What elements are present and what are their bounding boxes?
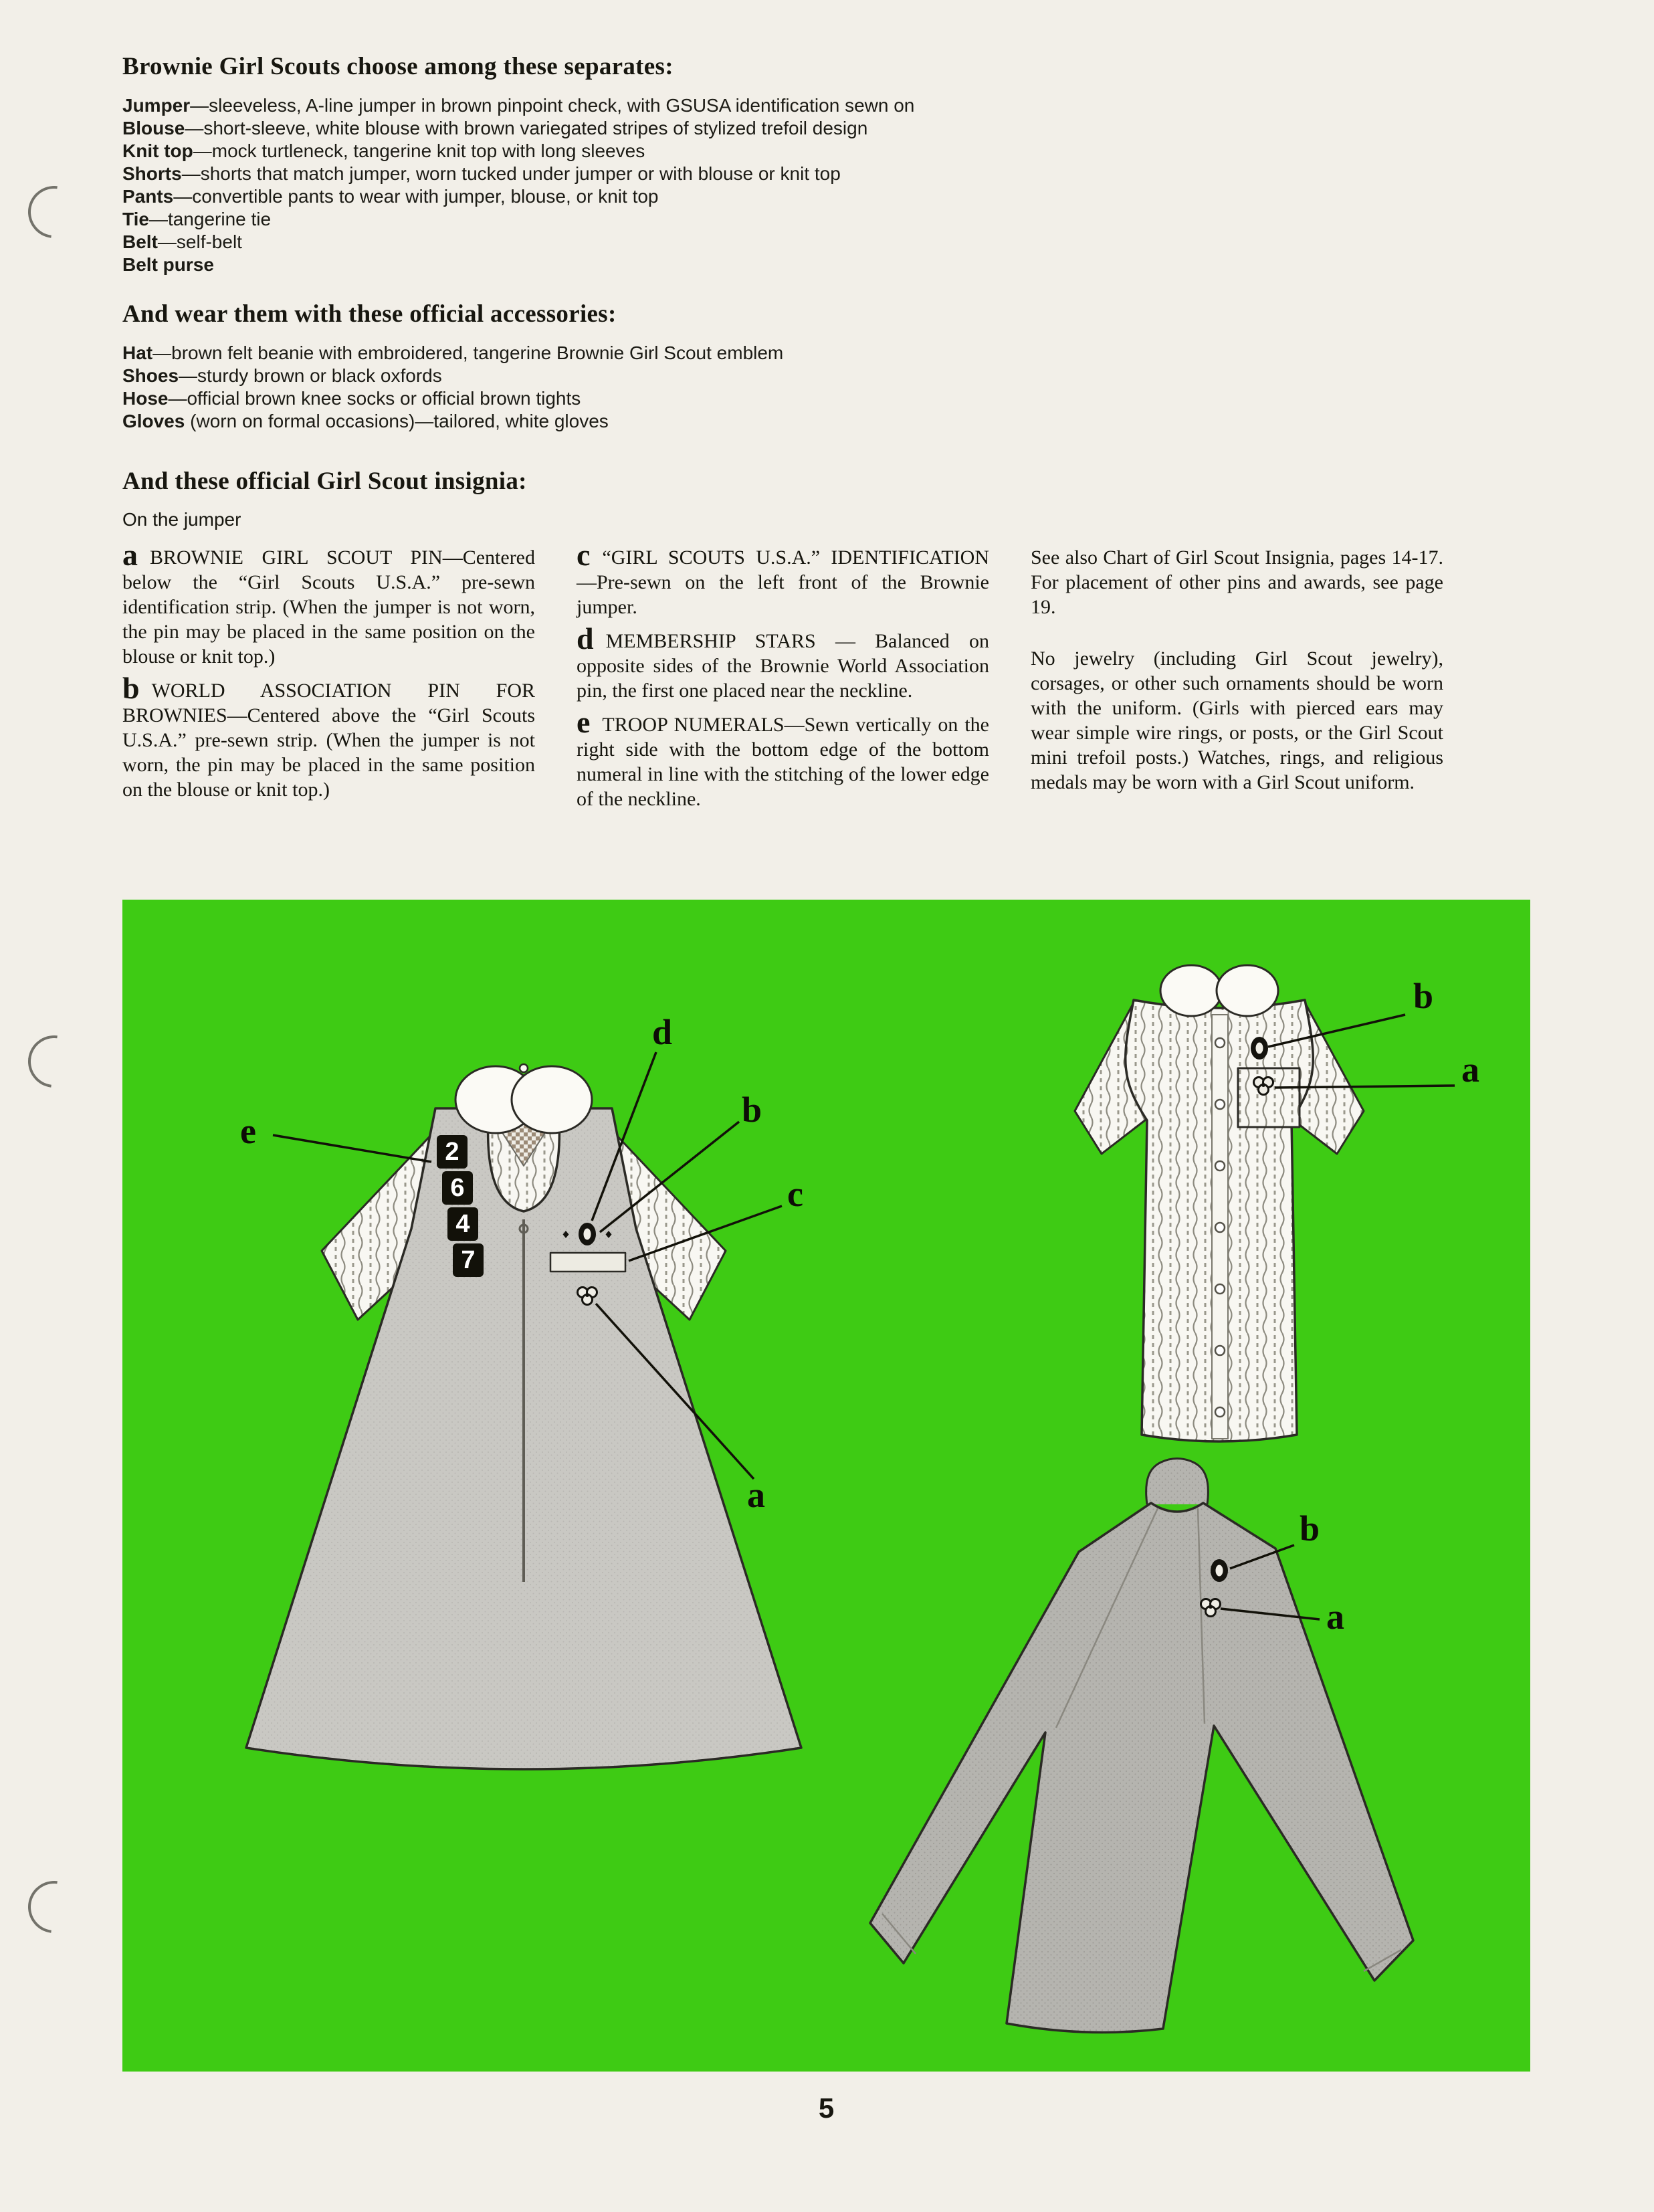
list-item <box>122 365 1534 387</box>
separates-list <box>122 94 1534 276</box>
page-number: 5 <box>818 2092 835 2124</box>
item-term: Belt <box>122 231 158 252</box>
insignia-title: WORLD ASSOCIATION PIN FOR BROWNIES <box>122 680 535 726</box>
insignia-item-d <box>577 621 989 703</box>
item-desc: —convertible pants to wear with jumper, blouse, or knit top <box>173 186 659 207</box>
item-desc: —self-belt <box>157 231 242 252</box>
collar-right <box>512 1066 592 1133</box>
insignia-column-2 <box>577 538 989 821</box>
item-desc: —tangerine tie <box>148 209 272 229</box>
item-term: Pants <box>122 186 174 207</box>
list-item <box>122 254 1534 276</box>
item-term: Shorts <box>122 163 182 184</box>
accessories-list <box>122 342 1534 433</box>
insignia-column-3 <box>1031 545 1443 821</box>
insignia-title: MEMBERSHIP STARS <box>605 630 816 652</box>
callout-letter-a: a <box>1461 1049 1479 1090</box>
callout-letter-b: b <box>1300 1508 1320 1548</box>
list-item <box>122 208 1534 231</box>
button <box>1215 1346 1225 1355</box>
list-item <box>122 163 1534 185</box>
troop-numeral: 6 <box>450 1174 465 1202</box>
callout-letter-e: e <box>240 1111 256 1151</box>
world-association-pin-icon <box>1251 1037 1268 1060</box>
item-term: Hat <box>122 342 153 363</box>
insignia-letter-c: c <box>577 538 591 572</box>
callout-letter-a: a <box>747 1475 765 1515</box>
item-desc: —sleeveless, A-line jumper in brown pinpoint check, with GSUSA identification sewn on <box>190 95 915 116</box>
insignia-letter-e: e <box>577 705 591 739</box>
button <box>1215 1100 1225 1109</box>
item-desc: —short-sleeve, white blouse with brown variegated stripes of stylized trefoil design <box>185 118 868 138</box>
item-term: Blouse <box>122 118 185 138</box>
world-association-pin-icon <box>579 1223 596 1245</box>
button <box>1215 1223 1225 1232</box>
item-desc: —brown felt beanie with embroidered, tangerine Brownie Girl Scout emblem <box>152 342 784 363</box>
insignia-subheading: On the jumper <box>122 509 241 530</box>
collar-right <box>1217 965 1278 1016</box>
item-term: Gloves <box>122 411 185 431</box>
insignia-item-b <box>122 671 535 802</box>
item-desc: (worn on formal occasions)—tailored, white gloves <box>185 411 609 431</box>
list-item <box>122 117 1534 140</box>
uniform-illustration <box>122 900 1530 2072</box>
troop-numeral: 4 <box>455 1210 470 1238</box>
insignia-text: — Balanced on opposite sides of the Brownie World Association pin, the first one placed near the neckline. <box>577 630 989 702</box>
punch-hole <box>17 175 90 248</box>
insignia-item-a <box>122 538 535 669</box>
knit-collar <box>1146 1459 1209 1505</box>
callout-letter-b: b <box>742 1090 762 1130</box>
list-item <box>122 94 1534 117</box>
item-term: Tie <box>122 209 149 229</box>
insignia-item-e <box>577 705 989 811</box>
uniform-illustration-panel <box>122 900 1530 2072</box>
item-term: Jumper <box>122 95 191 116</box>
item-term: Hose <box>122 388 169 409</box>
item-term: Knit top <box>122 140 193 161</box>
insignia-section <box>122 467 1534 821</box>
list-item <box>122 140 1534 163</box>
insignia-columns <box>122 538 1443 821</box>
separates-section <box>122 52 1534 276</box>
insignia-text: —Centered below the “Girl Scouts U.S.A.” pre-sewn identification strip. (When the jumper is not worn, the pin may be placed in the same position on the blouse or knit top.) <box>122 546 535 668</box>
item-term: Shoes <box>122 365 179 386</box>
punch-hole <box>17 1025 90 1098</box>
callout-letter-d: d <box>652 1012 673 1052</box>
insignia-column-1 <box>122 538 535 821</box>
list-item <box>122 185 1534 208</box>
item-desc: —mock turtleneck, tangerine knit top with long sleeves <box>193 140 645 161</box>
insignia-title: TROOP NUMERALS <box>602 714 785 736</box>
troop-numeral: 7 <box>461 1246 476 1274</box>
insignia-text: —Sewn vertically on the right side with the bottom edge of the bottom numeral in line with the stitching of the lower edge of the neckline. <box>577 714 989 810</box>
list-item <box>122 387 1534 410</box>
punch-hole <box>17 1870 90 1943</box>
button <box>1215 1161 1225 1171</box>
insignia-letter-a: a <box>122 538 138 572</box>
list-item <box>122 231 1534 254</box>
separates-heading: Brownie Girl Scouts choose among these separates: <box>122 53 674 80</box>
accessories-heading: And wear them with these official accessories: <box>122 300 617 328</box>
insignia-title: “GIRL SCOUTS U.S.A.” IDENTIFICATION <box>602 546 989 569</box>
insignia-letter-d: d <box>577 621 594 656</box>
troop-numeral: 2 <box>445 1138 459 1166</box>
item-desc: —shorts that match jumper, worn tucked under jumper or with blouse or knit top <box>181 163 841 184</box>
button <box>1215 1284 1225 1294</box>
item-desc: —sturdy brown or black oxfords <box>179 365 442 386</box>
insignia-text: —Centered above the “Girl Scouts U.S.A.” pre-sewn strip. (When the jumper is not worn, the pin may be placed in the same position on the blouse or knit top.) <box>122 704 535 801</box>
insignia-note-2: No jewelry (including Girl Scout jewelry), corsages, or other such ornaments should be worn with the uniform. (Girls with pierced ears may wear simple wire rings, or posts, or the Girl Scout mini trefoil posts.) Watches, rings, and religious medals may be worn with a Girl Scout uniform. <box>1031 647 1443 793</box>
insignia-text: —Pre-sewn on the left front of the Brownie jumper. <box>577 571 989 618</box>
item-desc: —official brown knee socks or official brown tights <box>168 388 581 409</box>
insignia-heading: And these official Girl Scout insignia: <box>122 468 527 495</box>
world-association-pin-icon <box>1211 1559 1228 1582</box>
list-item <box>122 342 1534 365</box>
insignia-item-c <box>577 538 989 619</box>
id-strip <box>550 1253 625 1272</box>
button <box>1215 1038 1225 1047</box>
insignia-note-1: See also Chart of Girl Scout Insignia, pages 14-17. For placement of other pins and awards, see page 19. <box>1031 546 1443 618</box>
accessories-section <box>122 300 1534 433</box>
item-term: Belt purse <box>122 254 214 275</box>
callout-letter-c: c <box>787 1174 803 1214</box>
list-item <box>122 410 1534 433</box>
insignia-title: BROWNIE GIRL SCOUT PIN <box>150 546 443 569</box>
button <box>1215 1407 1225 1417</box>
collar-button <box>520 1064 528 1072</box>
callout-letter-b: b <box>1413 976 1434 1016</box>
collar-left <box>1160 965 1222 1016</box>
insignia-letter-b: b <box>122 671 140 705</box>
callout-letter-a: a <box>1326 1597 1344 1637</box>
